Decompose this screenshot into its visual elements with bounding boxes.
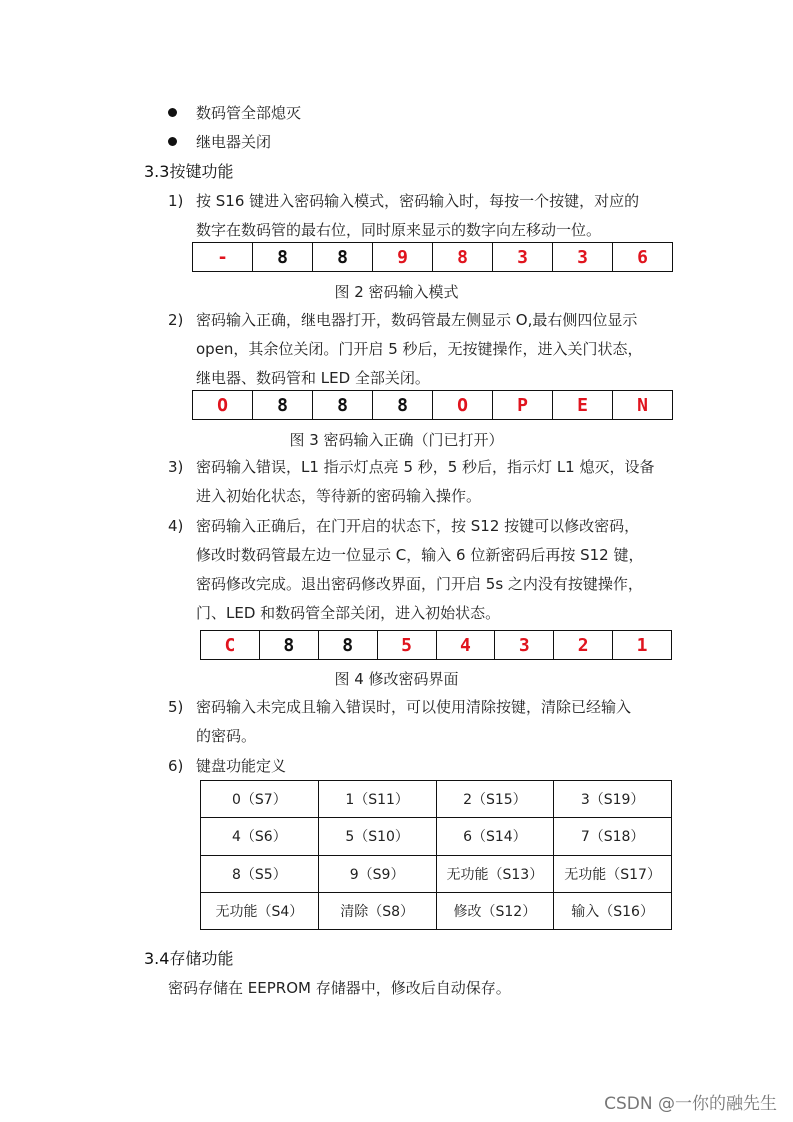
- seven-segment-display: [192, 390, 673, 420]
- segment-digit: 1: [613, 631, 672, 660]
- segment-digit: O: [433, 391, 493, 420]
- keypad-cell: 0（S7）: [201, 781, 319, 818]
- table-row: [201, 892, 672, 929]
- paragraph-line: 密码存储在 EEPROM 存储器中，修改后自动保存。: [168, 979, 511, 997]
- paragraph-line: 门、LED 和数码管全部关闭，进入初始状态。: [196, 604, 501, 622]
- segment-digit: 9: [373, 243, 433, 272]
- paragraph-line: 密码修改完成。退出密码修改界面，门开启 5s 之内没有按键操作，: [196, 575, 643, 593]
- keypad-cell: 2（S15）: [436, 781, 554, 818]
- paragraph-line: 继电器、数码管和 LED 全部关闭。: [196, 369, 430, 387]
- seven-segment-display: [192, 242, 673, 272]
- bullet-text: 继电器关闭: [196, 133, 272, 151]
- keypad-cell: 4（S6）: [201, 818, 319, 855]
- bullet-dot: [168, 137, 177, 146]
- keypad-cell: 输入（S16）: [554, 892, 672, 929]
- keypad-cell: 无功能（S4）: [201, 892, 319, 929]
- list-number: 5): [168, 698, 184, 716]
- segment-digit: 8: [253, 391, 313, 420]
- segment-digit: 8: [318, 631, 377, 660]
- list-number: 6): [168, 757, 184, 775]
- figure-caption: 图 4 修改密码界面: [334, 670, 459, 688]
- bullet-dot: [168, 108, 177, 117]
- segment-digit: -: [193, 243, 253, 272]
- keypad-cell: 无功能（S13）: [436, 855, 554, 892]
- bullet-text: 数码管全部熄灭: [196, 104, 302, 122]
- paragraph-line: 修改时数码管最左边一位显示 C，输入 6 位新密码后再按 S12 键，: [196, 546, 644, 564]
- segment-digit: 8: [253, 243, 313, 272]
- list-number: 2): [168, 311, 184, 329]
- segment-digit: 8: [259, 631, 318, 660]
- keypad-cell: 1（S11）: [318, 781, 436, 818]
- paragraph-line: 密码输入未完成且输入错误时，可以使用清除按键，清除已经输入: [196, 698, 632, 716]
- section-heading: 3.3按键功能: [144, 162, 234, 181]
- paragraph-line: 密码输入正确，继电器打开，数码管最左侧显示 O,最右侧四位显示: [196, 311, 638, 329]
- paragraph-line: 的密码。: [196, 727, 257, 745]
- keypad-cell: 8（S5）: [201, 855, 319, 892]
- paragraph-line: 数字在数码管的最右位，同时原来显示的数字向左移动一位。: [196, 221, 602, 239]
- segment-digit: O: [193, 391, 253, 420]
- segment-digit: 8: [433, 243, 493, 272]
- watermark: CSDN @一你的融先生: [604, 1094, 777, 1114]
- keypad-table: [200, 780, 672, 930]
- keypad-cell: 修改（S12）: [436, 892, 554, 929]
- keypad-cell: 5（S10）: [318, 818, 436, 855]
- table-row: [201, 818, 672, 855]
- keypad-cell: 无功能（S17）: [554, 855, 672, 892]
- segment-digit: 3: [553, 243, 613, 272]
- paragraph-line: 键盘功能定义: [196, 757, 287, 775]
- list-number: 1): [168, 192, 184, 210]
- segment-digit: 3: [493, 243, 553, 272]
- segment-digit: N: [613, 391, 673, 420]
- keypad-cell: 7（S18）: [554, 818, 672, 855]
- segment-digit: 4: [436, 631, 495, 660]
- paragraph-line: 密码输入错误，L1 指示灯点亮 5 秒，5 秒后，指示灯 L1 熄灭，设备: [196, 458, 655, 476]
- segment-digit: 8: [313, 391, 373, 420]
- section-heading: 3.4存储功能: [144, 949, 234, 968]
- table-row: [201, 855, 672, 892]
- paragraph-line: 按 S16 键进入密码输入模式，密码输入时，每按一个按键，对应的: [196, 192, 640, 210]
- paragraph-line: 密码输入正确后，在门开启的状态下，按 S12 按键可以修改密码，: [196, 517, 640, 535]
- segment-digit: P: [493, 391, 553, 420]
- keypad-cell: 9（S9）: [318, 855, 436, 892]
- figure-caption: 图 3 密码输入正确（门已打开）: [289, 431, 504, 449]
- segment-digit: 2: [554, 631, 613, 660]
- list-number: 3): [168, 458, 184, 476]
- table-row: [201, 781, 672, 818]
- list-number: 4): [168, 517, 184, 535]
- segment-digit: 3: [495, 631, 554, 660]
- paragraph-line: 进入初始化状态，等待新的密码输入操作。: [196, 487, 482, 505]
- segment-digit: 6: [613, 243, 673, 272]
- keypad-cell: 3（S19）: [554, 781, 672, 818]
- keypad-cell: 清除（S8）: [318, 892, 436, 929]
- paragraph-line: open，其余位关闭。门开启 5 秒后，无按键操作，进入关门状态，: [196, 340, 643, 358]
- segment-digit: 8: [373, 391, 433, 420]
- segment-digit: 5: [377, 631, 436, 660]
- seven-segment-display: [200, 630, 672, 660]
- segment-digit: C: [201, 631, 260, 660]
- segment-digit: E: [553, 391, 613, 420]
- segment-digit: 8: [313, 243, 373, 272]
- figure-caption: 图 2 密码输入模式: [334, 283, 459, 301]
- keypad-cell: 6（S14）: [436, 818, 554, 855]
